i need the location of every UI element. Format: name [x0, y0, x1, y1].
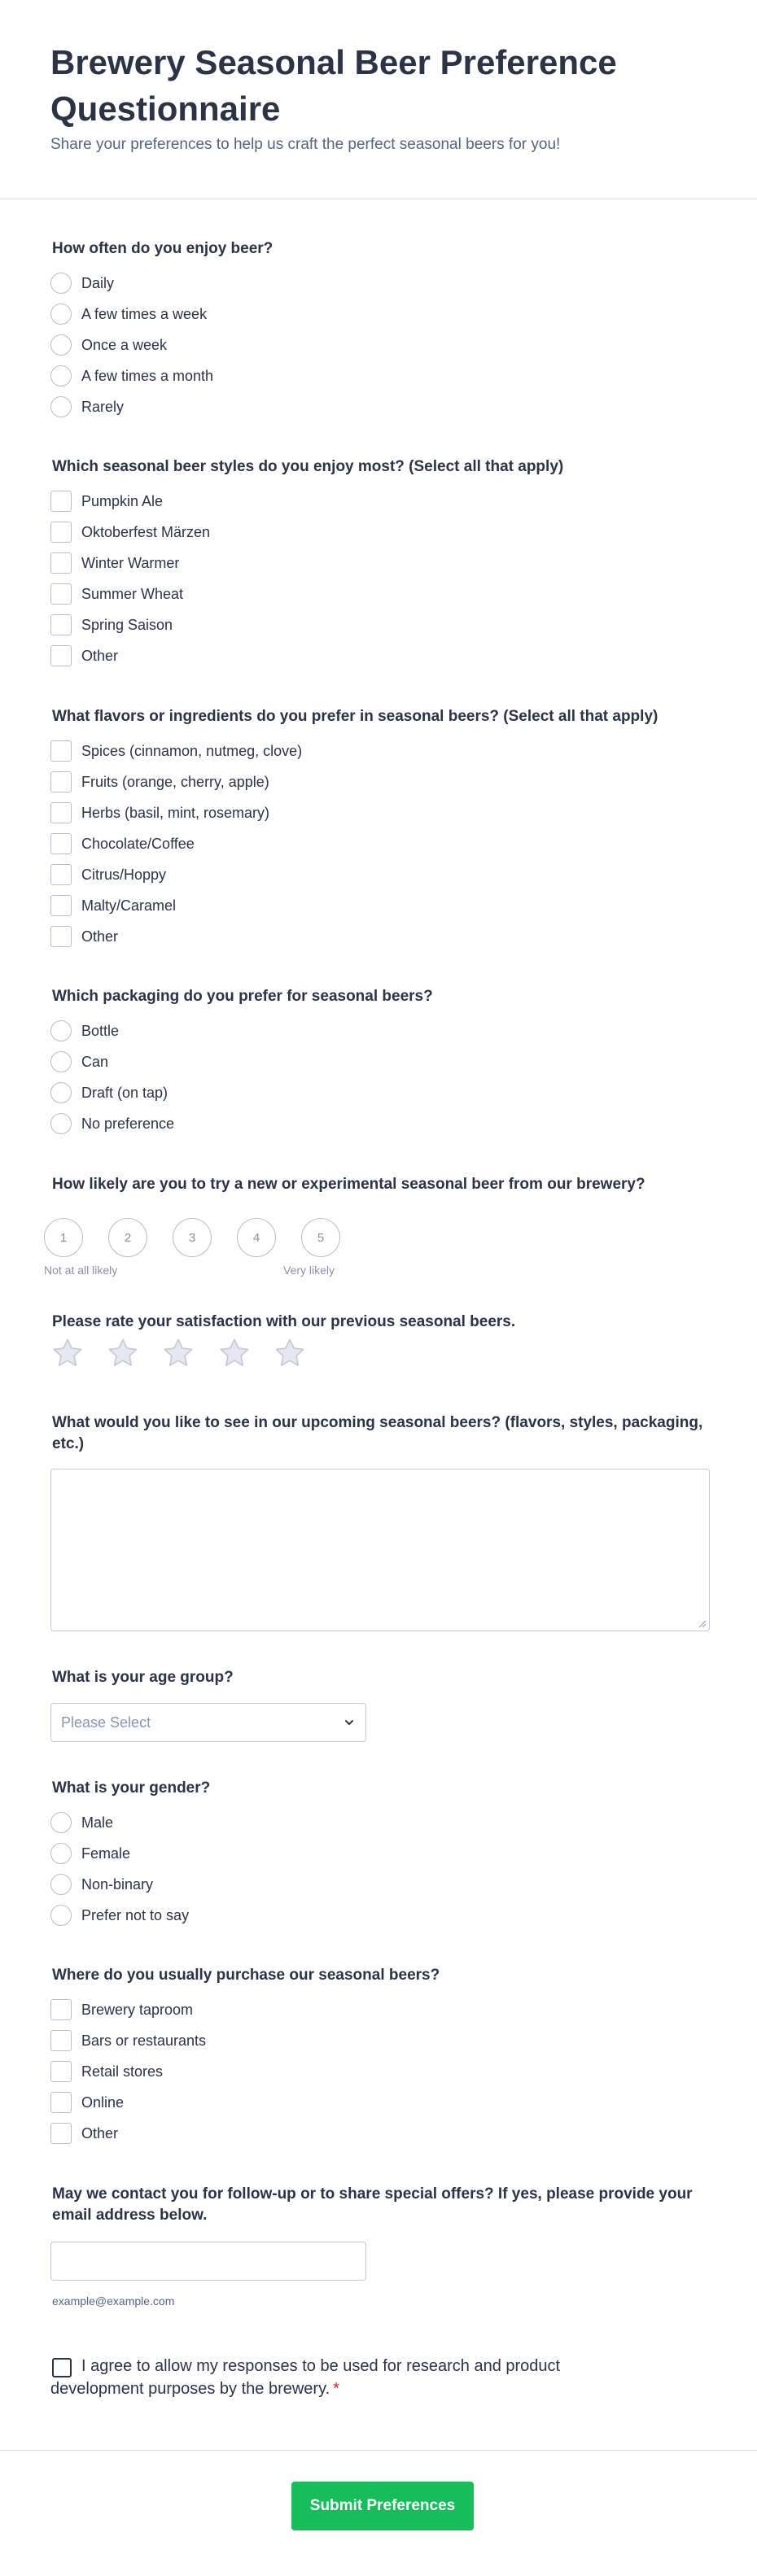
checkbox-option[interactable] — [50, 583, 183, 605]
checkbox-option[interactable] — [50, 490, 163, 513]
select-placeholder: Please Select — [61, 1714, 151, 1731]
checkbox[interactable] — [50, 2092, 72, 2113]
radio-button[interactable] — [50, 1812, 72, 1833]
checkbox[interactable] — [50, 2123, 72, 2144]
checkbox-option[interactable] — [50, 644, 118, 667]
radio-option[interactable] — [50, 272, 114, 295]
checkbox[interactable] — [50, 552, 72, 574]
radio-option[interactable] — [50, 1081, 168, 1104]
question-age-label: What is your age group? — [52, 1669, 234, 1686]
radio-option[interactable] — [50, 1019, 119, 1042]
scale-option-5[interactable]: 5 — [301, 1218, 340, 1257]
radio-button[interactable] — [50, 365, 72, 386]
option-label: A few times a month — [81, 367, 214, 384]
checkbox-option[interactable] — [50, 2029, 206, 2052]
upcoming-beers-textarea[interactable] — [50, 1469, 710, 1631]
radio-option[interactable] — [50, 395, 124, 418]
scale-option-4[interactable]: 4 — [237, 1218, 276, 1257]
checkbox[interactable] — [50, 2030, 72, 2051]
checkbox[interactable] — [50, 645, 72, 666]
star-icon[interactable] — [217, 1336, 252, 1370]
option-label: Oktoberfest Märzen — [81, 523, 211, 540]
question-purchase-label: Where do you usually purchase our seasonal beers? — [52, 1967, 440, 1984]
question-flavors-label: What flavors or ingredients do you prefer in seasonal beers? (Select all that apply) — [52, 708, 659, 725]
checkbox-option[interactable] — [50, 894, 176, 917]
checkbox-option[interactable] — [50, 2122, 118, 2145]
option-label: Fruits (orange, cherry, apple) — [81, 773, 269, 790]
checkbox-option[interactable] — [50, 613, 173, 636]
option-label: Non-binary — [81, 1875, 154, 1893]
option-label: Rarely — [81, 398, 125, 415]
option-label: Citrus/Hoppy — [81, 866, 167, 883]
radio-option[interactable] — [50, 1873, 153, 1896]
option-label: Malty/Caramel — [81, 897, 177, 914]
question-satisfaction-label: Please rate your satisfaction with our previous seasonal beers. — [52, 1313, 516, 1330]
option-label: Spices (cinnamon, nutmeg, clove) — [81, 742, 303, 759]
star-icon[interactable] — [106, 1336, 140, 1370]
radio-button[interactable] — [50, 1843, 72, 1864]
checkbox-option[interactable] — [50, 740, 302, 762]
checkbox[interactable] — [50, 864, 72, 885]
question-likelihood-label: How likely are you to try a new or experimental seasonal beer from our brewery? — [52, 1176, 645, 1193]
option-label: Can — [81, 1053, 109, 1070]
question-upcoming-label: What would you like to see in our upcoming seasonal beers? (flavors, styles, packaging, etc.) — [52, 1414, 703, 1452]
scale-low-caption: Not at all likely — [44, 1264, 118, 1277]
scale-high-caption: Very likely — [283, 1264, 335, 1277]
checkbox[interactable] — [50, 614, 72, 635]
option-label: Summer Wheat — [81, 585, 184, 602]
radio-option[interactable] — [50, 1050, 108, 1073]
radio-option[interactable] — [50, 334, 167, 356]
checkbox-option[interactable] — [50, 2060, 163, 2083]
email-sublabel: example@example.com — [52, 2294, 175, 2307]
checkbox[interactable] — [50, 833, 72, 854]
checkbox[interactable] — [50, 2061, 72, 2082]
radio-button[interactable] — [50, 1020, 72, 1041]
scale-option-1[interactable]: 1 — [44, 1218, 83, 1257]
option-label: Other — [81, 2124, 119, 2142]
option-label: Other — [81, 928, 119, 945]
option-label: Online — [81, 2094, 125, 2111]
question-styles-label: Which seasonal beer styles do you enjoy most? (Select all that apply) — [52, 458, 564, 475]
checkbox[interactable] — [50, 771, 72, 792]
checkbox-option[interactable] — [50, 2091, 124, 2114]
checkbox-option[interactable] — [50, 801, 269, 824]
question-contact-label: May we contact you for follow-up or to share special offers? If yes, please provide your email address below. — [52, 2185, 693, 2224]
radio-button[interactable] — [50, 1113, 72, 1134]
option-label: Female — [81, 1845, 131, 1862]
checkbox[interactable] — [50, 1999, 72, 2020]
checkbox-option[interactable] — [50, 521, 210, 544]
checkbox[interactable] — [50, 802, 72, 823]
radio-button[interactable] — [50, 1874, 72, 1895]
radio-button[interactable] — [50, 1051, 72, 1072]
option-label: Bars or restaurants — [81, 2032, 207, 2049]
question-gender-label: What is your gender? — [52, 1779, 211, 1797]
radio-button[interactable] — [50, 334, 72, 356]
option-label: Herbs (basil, mint, rosemary) — [81, 804, 270, 821]
star-icon[interactable] — [273, 1336, 307, 1370]
option-label: Prefer not to say — [81, 1906, 190, 1923]
checkbox-option[interactable] — [50, 863, 166, 886]
checkbox-option[interactable] — [50, 552, 179, 574]
option-label: Retail stores — [81, 2063, 164, 2080]
radio-button[interactable] — [50, 1905, 72, 1926]
page-subtitle: Share your preferences to help us craft the perfect seasonal beers for you! — [50, 136, 561, 153]
page-title: Brewery Seasonal Beer Preference Questionnaire — [50, 43, 617, 128]
email-field[interactable] — [50, 2242, 366, 2281]
option-label: Male — [81, 1814, 114, 1831]
consent-label — [50, 2355, 620, 2400]
option-label: Winter Warmer — [81, 554, 180, 571]
star-icon[interactable] — [161, 1336, 195, 1370]
option-label: Bottle — [81, 1022, 120, 1039]
submit-button[interactable]: Submit Preferences — [291, 2482, 474, 2530]
checkbox-option[interactable] — [50, 1998, 193, 2021]
option-label: Spring Saison — [81, 616, 173, 633]
star-icon[interactable] — [50, 1336, 85, 1370]
radio-option[interactable] — [50, 303, 207, 325]
checkbox[interactable] — [50, 895, 72, 916]
radio-option[interactable] — [50, 1112, 174, 1135]
option-label: Once a week — [81, 336, 168, 353]
checkbox[interactable] — [50, 491, 72, 512]
resize-grip-icon[interactable] — [698, 1620, 707, 1628]
option-label: A few times a week — [81, 305, 208, 322]
question-packaging-label: Which packaging do you prefer for seasonal beers? — [52, 988, 433, 1005]
checkbox[interactable] — [50, 926, 72, 947]
form-header — [0, 0, 757, 199]
checkbox-option[interactable] — [50, 925, 118, 948]
option-label: Chocolate/Coffee — [81, 835, 195, 852]
option-label: Other — [81, 647, 119, 664]
age-group-select[interactable] — [50, 1703, 366, 1742]
radio-button[interactable] — [50, 303, 72, 325]
consent-text: I agree to allow my responses to be used for research and product development purposes by the brewery. — [50, 2357, 561, 2398]
radio-button[interactable] — [50, 396, 72, 417]
checkbox[interactable] — [50, 740, 72, 762]
option-label: Daily — [81, 274, 115, 291]
question-frequency-label: How often do you enjoy beer? — [52, 240, 273, 257]
radio-option[interactable] — [50, 1811, 113, 1834]
radio-option[interactable] — [50, 1904, 189, 1927]
radio-button[interactable] — [50, 1082, 72, 1103]
option-label: Brewery taproom — [81, 2001, 194, 2018]
chevron-down-icon — [343, 1716, 356, 1729]
radio-button[interactable] — [50, 273, 72, 294]
checkbox-option[interactable] — [50, 771, 269, 793]
radio-option[interactable] — [50, 365, 213, 387]
radio-option[interactable] — [50, 1842, 130, 1865]
checkbox[interactable] — [50, 522, 72, 543]
option-label: No preference — [81, 1115, 175, 1132]
scale-option-2[interactable]: 2 — [108, 1218, 147, 1257]
option-label: Draft (on tap) — [81, 1084, 168, 1101]
scale-option-3[interactable]: 3 — [173, 1218, 212, 1257]
required-mark: * — [333, 2380, 339, 2398]
checkbox[interactable] — [50, 583, 72, 605]
footer-divider — [0, 2450, 757, 2451]
option-label: Pumpkin Ale — [81, 492, 164, 509]
checkbox-option[interactable] — [50, 832, 195, 855]
